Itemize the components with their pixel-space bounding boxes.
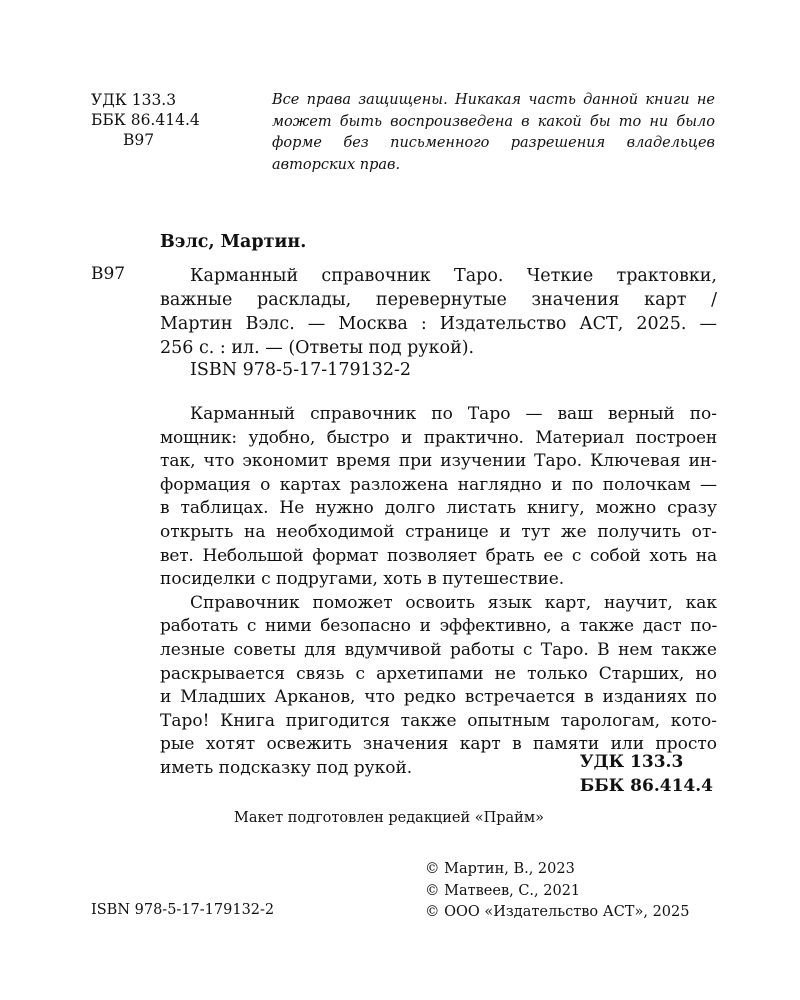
- udk-code: УДК 133.3: [91, 91, 177, 109]
- footer-bbk: ББК 86.414.4: [579, 776, 713, 796]
- record-line: важные расклады, перевернутые значения карт /: [160, 290, 717, 310]
- annotation-line: так, что экономит время при изучении Таро. Ключевая ин-: [160, 451, 717, 472]
- annotation-line: Карманный справочник по Таро — ваш верный по-: [190, 404, 717, 424]
- author-mark: В97: [123, 131, 155, 149]
- annotation-paragraph-1: [160, 403, 717, 592]
- catalog-record: [160, 264, 717, 360]
- annotation-line: формация о картах разложена наглядно и по полочкам —: [160, 474, 717, 495]
- layout-note: Макет подготовлен редакцией «Прайм»: [234, 810, 544, 826]
- record-line: Мартин Вэлс. — Москва : Издательство АСТ, 2025. —: [160, 314, 717, 334]
- bbk-code: ББК 86.414.4: [91, 111, 200, 129]
- annotation-line: Таро! Книга пригодится также опытным тарологам, кото-: [160, 710, 717, 731]
- record-line: Карманный справочник Таро. Четкие трактовки,: [190, 266, 717, 286]
- catalog-isbn: ISBN 978-5-17-179132-2: [190, 360, 412, 380]
- annotation: [160, 403, 717, 781]
- annotation-line: лезные советы для вдумчивой работы с Таро. В нем также: [160, 639, 717, 660]
- copyright-line: © Матвеев, С., 2021: [425, 882, 581, 899]
- annotation-line: вет. Небольшой формат позволяет брать ее с собой хоть на: [160, 545, 717, 566]
- annotation-line: рые хотят освежить значения карт в памяти или просто: [160, 734, 717, 755]
- record-line: 256 с. : ил. — (Ответы под рукой).: [160, 338, 475, 358]
- copyright-line: © ООО «Издательство АСТ», 2025: [425, 904, 690, 920]
- annotation-line: раскрывается связь с архетипами не только Старших, но: [160, 663, 717, 684]
- annotation-line: и Младших Арканов, что редко встречается в изданиях по: [160, 687, 717, 708]
- annotation-line: иметь подсказку под рукой.: [160, 757, 413, 778]
- annotation-line: мощник: удобно, быстро и практично. Материал построен: [160, 427, 717, 448]
- footer-udk: УДК 133.3: [579, 752, 684, 772]
- annotation-line: посиделки с подругами, хоть в путешествие.: [160, 569, 565, 590]
- annotation-line: открыть на необходимой странице и тут же получить от-: [160, 521, 717, 542]
- copyright-block: [425, 859, 689, 924]
- footer-isbn: ISBN 978-5-17-179132-2: [91, 902, 275, 918]
- copyright-line: © Мартин, В., 2023: [425, 861, 575, 877]
- classification-codes: [91, 90, 200, 150]
- footer-codes: [580, 750, 713, 798]
- annotation-line: Справочник поможет освоить язык карт, научит, как: [190, 592, 717, 613]
- author-heading: Вэлс, Мартин.: [160, 232, 307, 252]
- annotation-line: в таблицах. Не нужно долго листать книгу, можно сразу: [160, 498, 717, 519]
- annotation-line: работать с ними безопасно и эффективно, а также даст по-: [160, 616, 717, 637]
- catalog-author-mark: В97: [91, 264, 126, 284]
- rights-notice: Все права защищены. Никакая часть данной книги не может быть воспроизведена в какой бы то ни было форме без письменного разрешения владельцев авторских прав.: [272, 92, 715, 173]
